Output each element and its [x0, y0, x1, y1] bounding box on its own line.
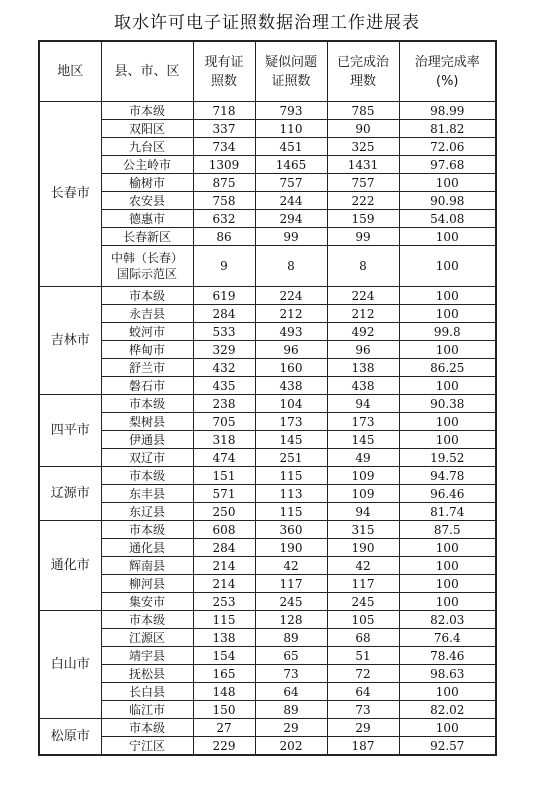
- table-row: [39, 341, 496, 359]
- header-label: 治理完成率: [414, 54, 480, 70]
- suspect-count-cell: 89: [255, 701, 327, 719]
- current-count-cell: 9: [193, 246, 255, 287]
- completion-rate-cell: 81.74: [399, 503, 496, 521]
- page-title: 取水许可电子证照数据治理工作进展表: [114, 13, 420, 33]
- fixed-count-cell: 438: [327, 377, 399, 395]
- suspect-count-cell: 113: [255, 485, 327, 503]
- fixed-count-cell: 72: [327, 665, 399, 683]
- completion-rate-cell: 100: [399, 539, 496, 557]
- header-suspect-count: [255, 41, 327, 102]
- table-row: [39, 228, 496, 246]
- header-label: 证照数: [271, 73, 311, 89]
- suspect-count-cell: 245: [255, 593, 327, 611]
- current-count-cell: 284: [193, 539, 255, 557]
- table-row: [39, 719, 496, 737]
- current-count-cell: 1309: [193, 156, 255, 174]
- completion-rate-cell: 81.82: [399, 120, 496, 138]
- completion-rate-cell: 98.99: [399, 102, 496, 120]
- county-cell: 榆树市: [101, 174, 193, 192]
- suspect-count-cell: 451: [255, 138, 327, 156]
- fixed-count-cell: 90: [327, 120, 399, 138]
- current-count-cell: 608: [193, 521, 255, 539]
- table-row: [39, 683, 496, 701]
- table-row: [39, 503, 496, 521]
- fixed-count-cell: 224: [327, 287, 399, 305]
- suspect-count-cell: 757: [255, 174, 327, 192]
- table-row: [39, 737, 496, 756]
- suspect-count-cell: 190: [255, 539, 327, 557]
- suspect-count-cell: 294: [255, 210, 327, 228]
- table-row: [39, 629, 496, 647]
- fixed-count-cell: 51: [327, 647, 399, 665]
- current-count-cell: 165: [193, 665, 255, 683]
- county-cell: 桦甸市: [101, 341, 193, 359]
- region-cell: 长春市: [39, 102, 101, 287]
- table-row: [39, 485, 496, 503]
- fixed-count-cell: 117: [327, 575, 399, 593]
- completion-rate-cell: 90.38: [399, 395, 496, 413]
- table-row: [39, 192, 496, 210]
- completion-rate-cell: 97.68: [399, 156, 496, 174]
- suspect-count-cell: 65: [255, 647, 327, 665]
- completion-rate-cell: 86.25: [399, 359, 496, 377]
- table-row: [39, 377, 496, 395]
- completion-rate-cell: 76.4: [399, 629, 496, 647]
- completion-rate-cell: 100: [399, 431, 496, 449]
- fixed-count-cell: 245: [327, 593, 399, 611]
- fixed-count-cell: 94: [327, 503, 399, 521]
- table-row: [39, 138, 496, 156]
- county-cell: 舒兰市: [101, 359, 193, 377]
- table-row: [39, 305, 496, 323]
- county-cell: 市本级: [101, 102, 193, 120]
- county-cell: 公主岭市: [101, 156, 193, 174]
- current-count-cell: 154: [193, 647, 255, 665]
- completion-rate-cell: 100: [399, 287, 496, 305]
- county-cell: 通化县: [101, 539, 193, 557]
- suspect-count-cell: 251: [255, 449, 327, 467]
- county-cell: 磐石市: [101, 377, 193, 395]
- table-row: [39, 359, 496, 377]
- region-cell: 吉林市: [39, 287, 101, 395]
- county-cell: 柳河县: [101, 575, 193, 593]
- table-row: [39, 647, 496, 665]
- fixed-count-cell: 96: [327, 341, 399, 359]
- completion-rate-cell: 100: [399, 305, 496, 323]
- table-row: [39, 593, 496, 611]
- county-cell: 市本级: [101, 521, 193, 539]
- header-label: 县、市、区: [114, 64, 180, 79]
- fixed-count-cell: 105: [327, 611, 399, 629]
- county-cell: 临江市: [101, 701, 193, 719]
- county-cell: 市本级: [101, 611, 193, 629]
- table-row: [39, 395, 496, 413]
- suspect-count-cell: 42: [255, 557, 327, 575]
- suspect-count-cell: 128: [255, 611, 327, 629]
- fixed-count-cell: 222: [327, 192, 399, 210]
- current-count-cell: 151: [193, 467, 255, 485]
- county-cell: 辉南县: [101, 557, 193, 575]
- table-row: [39, 287, 496, 305]
- suspect-count-cell: 115: [255, 503, 327, 521]
- region-cell: 通化市: [39, 521, 101, 611]
- suspect-count-cell: 110: [255, 120, 327, 138]
- suspect-count-cell: 1465: [255, 156, 327, 174]
- current-count-cell: 474: [193, 449, 255, 467]
- current-count-cell: 619: [193, 287, 255, 305]
- current-count-cell: 214: [193, 575, 255, 593]
- county-cell: 东丰县: [101, 485, 193, 503]
- current-count-cell: 632: [193, 210, 255, 228]
- county-cell: 市本级: [101, 395, 193, 413]
- completion-rate-cell: 99.8: [399, 323, 496, 341]
- completion-rate-cell: 54.08: [399, 210, 496, 228]
- fixed-count-cell: 315: [327, 521, 399, 539]
- suspect-count-cell: 73: [255, 665, 327, 683]
- suspect-count-cell: 96: [255, 341, 327, 359]
- table-row: [39, 611, 496, 629]
- current-count-cell: 432: [193, 359, 255, 377]
- region-cell: 白山市: [39, 611, 101, 719]
- fixed-count-cell: 159: [327, 210, 399, 228]
- current-count-cell: 238: [193, 395, 255, 413]
- fixed-count-cell: 64: [327, 683, 399, 701]
- suspect-count-cell: 202: [255, 737, 327, 756]
- completion-rate-cell: 100: [399, 246, 496, 287]
- completion-rate-cell: 90.98: [399, 192, 496, 210]
- completion-rate-cell: 100: [399, 593, 496, 611]
- completion-rate-cell: 72.06: [399, 138, 496, 156]
- region-cell: 松原市: [39, 719, 101, 756]
- current-count-cell: 148: [193, 683, 255, 701]
- table-row: [39, 665, 496, 683]
- current-count-cell: 337: [193, 120, 255, 138]
- completion-rate-cell: 100: [399, 413, 496, 431]
- county-cell: 九台区: [101, 138, 193, 156]
- header-row: [39, 41, 496, 102]
- current-count-cell: 214: [193, 557, 255, 575]
- table-row: [39, 449, 496, 467]
- table-row: [39, 174, 496, 192]
- table-row: [39, 120, 496, 138]
- county-cell: 中韩（长春） 国际示范区: [101, 246, 193, 287]
- current-count-cell: 329: [193, 341, 255, 359]
- completion-rate-cell: 96.46: [399, 485, 496, 503]
- current-count-cell: 250: [193, 503, 255, 521]
- current-count-cell: 875: [193, 174, 255, 192]
- county-cell: 农安县: [101, 192, 193, 210]
- county-cell: 德惠市: [101, 210, 193, 228]
- county-cell: 双阳区: [101, 120, 193, 138]
- fixed-count-cell: 1431: [327, 156, 399, 174]
- header-county: [101, 41, 193, 102]
- current-count-cell: 758: [193, 192, 255, 210]
- header-label: 照数: [210, 73, 237, 89]
- county-cell: 梨树县: [101, 413, 193, 431]
- fixed-count-cell: 8: [327, 246, 399, 287]
- suspect-count-cell: 438: [255, 377, 327, 395]
- header-completion-rate: [399, 41, 496, 102]
- completion-rate-cell: 100: [399, 341, 496, 359]
- completion-rate-cell: 94.78: [399, 467, 496, 485]
- suspect-count-cell: 99: [255, 228, 327, 246]
- current-count-cell: 718: [193, 102, 255, 120]
- current-count-cell: 435: [193, 377, 255, 395]
- suspect-count-cell: 117: [255, 575, 327, 593]
- fixed-count-cell: 94: [327, 395, 399, 413]
- completion-rate-cell: 100: [399, 683, 496, 701]
- current-count-cell: 115: [193, 611, 255, 629]
- completion-rate-cell: 100: [399, 228, 496, 246]
- table-row: [39, 557, 496, 575]
- current-count-cell: 150: [193, 701, 255, 719]
- completion-rate-cell: 100: [399, 719, 496, 737]
- fixed-count-cell: 42: [327, 557, 399, 575]
- suspect-count-cell: 224: [255, 287, 327, 305]
- fixed-count-cell: 187: [327, 737, 399, 756]
- current-count-cell: 229: [193, 737, 255, 756]
- suspect-count-cell: 160: [255, 359, 327, 377]
- table-row: [39, 521, 496, 539]
- county-cell: 长白县: [101, 683, 193, 701]
- current-count-cell: 533: [193, 323, 255, 341]
- fixed-count-cell: 99: [327, 228, 399, 246]
- completion-rate-cell: 78.46: [399, 647, 496, 665]
- suspect-count-cell: 793: [255, 102, 327, 120]
- table-row: [39, 467, 496, 485]
- completion-rate-cell: 100: [399, 575, 496, 593]
- county-cell: 伊通县: [101, 431, 193, 449]
- header-fixed-count: [327, 41, 399, 102]
- current-count-cell: 138: [193, 629, 255, 647]
- fixed-count-cell: 73: [327, 701, 399, 719]
- county-cell: 靖宇县: [101, 647, 193, 665]
- county-cell: 长春新区: [101, 228, 193, 246]
- header-current-count: [193, 41, 255, 102]
- table-row: [39, 575, 496, 593]
- fixed-count-cell: 68: [327, 629, 399, 647]
- table-row: [39, 323, 496, 341]
- header-region: [39, 41, 101, 102]
- fixed-count-cell: 138: [327, 359, 399, 377]
- header-label: 地区: [57, 64, 84, 79]
- suspect-count-cell: 115: [255, 467, 327, 485]
- table-row: [39, 156, 496, 174]
- fixed-count-cell: 109: [327, 467, 399, 485]
- table-row: [39, 246, 496, 287]
- county-cell: 集安市: [101, 593, 193, 611]
- fixed-count-cell: 109: [327, 485, 399, 503]
- county-cell: 蛟河市: [101, 323, 193, 341]
- suspect-count-cell: 212: [255, 305, 327, 323]
- county-cell: 宁江区: [101, 737, 193, 756]
- region-cell: 辽源市: [39, 467, 101, 521]
- county-cell: 双辽市: [101, 449, 193, 467]
- table-row: [39, 102, 496, 120]
- completion-rate-cell: 100: [399, 377, 496, 395]
- completion-rate-cell: 82.03: [399, 611, 496, 629]
- table-row: [39, 431, 496, 449]
- header-label: 理数: [349, 73, 376, 89]
- fixed-count-cell: 145: [327, 431, 399, 449]
- completion-rate-cell: 19.52: [399, 449, 496, 467]
- suspect-count-cell: 145: [255, 431, 327, 449]
- county-cell: 市本级: [101, 467, 193, 485]
- fixed-count-cell: 29: [327, 719, 399, 737]
- table-row: [39, 210, 496, 228]
- completion-rate-cell: 87.5: [399, 521, 496, 539]
- header-label: 现有证: [204, 54, 244, 70]
- fixed-count-cell: 190: [327, 539, 399, 557]
- suspect-count-cell: 29: [255, 719, 327, 737]
- header-label: 疑似问题: [264, 54, 317, 70]
- header-label: 已完成治: [336, 54, 389, 70]
- current-count-cell: 734: [193, 138, 255, 156]
- completion-rate-cell: 82.02: [399, 701, 496, 719]
- header-label: (%): [436, 73, 459, 89]
- suspect-count-cell: 173: [255, 413, 327, 431]
- county-cell: 江源区: [101, 629, 193, 647]
- fixed-count-cell: 173: [327, 413, 399, 431]
- current-count-cell: 284: [193, 305, 255, 323]
- current-count-cell: 571: [193, 485, 255, 503]
- county-cell: 市本级: [101, 719, 193, 737]
- table-row: [39, 413, 496, 431]
- suspect-count-cell: 104: [255, 395, 327, 413]
- fixed-count-cell: 785: [327, 102, 399, 120]
- current-count-cell: 86: [193, 228, 255, 246]
- completion-rate-cell: 92.57: [399, 737, 496, 756]
- current-count-cell: 318: [193, 431, 255, 449]
- table-row: [39, 701, 496, 719]
- county-cell: 永吉县: [101, 305, 193, 323]
- suspect-count-cell: 493: [255, 323, 327, 341]
- current-count-cell: 253: [193, 593, 255, 611]
- completion-rate-cell: 100: [399, 174, 496, 192]
- completion-rate-cell: 98.63: [399, 665, 496, 683]
- current-count-cell: 705: [193, 413, 255, 431]
- suspect-count-cell: 89: [255, 629, 327, 647]
- fixed-count-cell: 325: [327, 138, 399, 156]
- suspect-count-cell: 8: [255, 246, 327, 287]
- county-cell: 抚松县: [101, 665, 193, 683]
- suspect-count-cell: 64: [255, 683, 327, 701]
- progress-table: [38, 40, 497, 756]
- suspect-count-cell: 360: [255, 521, 327, 539]
- table-row: [39, 539, 496, 557]
- fixed-count-cell: 757: [327, 174, 399, 192]
- fixed-count-cell: 49: [327, 449, 399, 467]
- county-cell: 市本级: [101, 287, 193, 305]
- fixed-count-cell: 492: [327, 323, 399, 341]
- suspect-count-cell: 244: [255, 192, 327, 210]
- fixed-count-cell: 212: [327, 305, 399, 323]
- region-cell: 四平市: [39, 395, 101, 467]
- county-cell: 东辽县: [101, 503, 193, 521]
- completion-rate-cell: 100: [399, 557, 496, 575]
- current-count-cell: 27: [193, 719, 255, 737]
